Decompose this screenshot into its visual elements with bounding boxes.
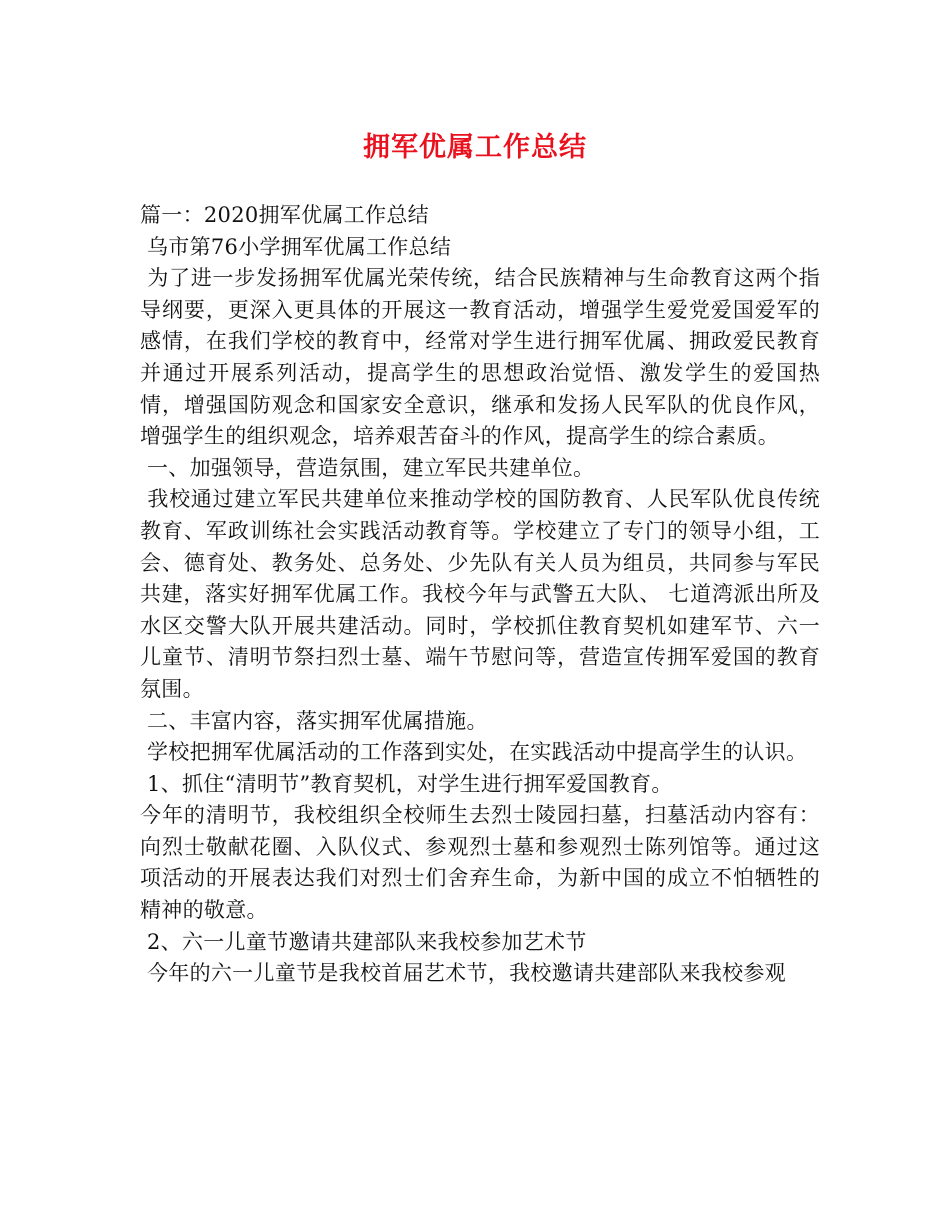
section-heading-1: 一、加强领导，营造氛围，建立军民共建单位。 [140, 455, 595, 480]
paragraph-subtitle: 乌市第76小学拥军优属工作总结 [140, 234, 452, 259]
subsection-heading-2: 2、六一儿童节邀请共建部队来我校参加艺术节 [140, 929, 587, 954]
document-body [140, 200, 820, 990]
section-heading-2: 二、丰富内容，落实拥军优属措施。 [140, 708, 488, 733]
paragraph-heading-part1: 篇一：2020拥军优属工作总结 [140, 203, 429, 227]
paragraph-section-2-intro: 学校把拥军优属活动的工作落到实处，在实践活动中提高学生的认识。 [140, 740, 808, 765]
paragraph-childrens-day: 今年的六一儿童节是我校首届艺术节，我校邀请共建部队来我校参观 [140, 961, 786, 986]
paragraph-section-1: 我校通过建立军民共建单位来推动学校的国防教育、人民军队优良传统教育、军政训练社会实践活动教育等。学校建立了专门的领导小组，工会、德育处、教务处、总务处、少先队有关人员为组员，共同参与军民共建，落实好拥军优属工作。我校今年与武警五大队、 七道湾派出所及水区交警大队开展共建活动。同时，学校抓住教育契机如建军节、六一儿童节、清明节祭扫烈士墓、端午节慰问等，营造宣传拥军爱国的教育氛围。 [140, 487, 820, 701]
subsection-heading-1: 1、抓住“清明节”教育契机，对学生进行拥军爱国教育。 [140, 771, 673, 796]
paragraph-qingming: 今年的清明节，我校组织全校师生去烈士陵园扫墓，扫墓活动内容有：向烈士敬献花圈、入队仪式、参观烈士墓和参观烈士陈列馆等。通过这项活动的开展表达我们对烈士们舍弃生命，为新中国的成立不怕牺牲的精神的敬意。 [140, 803, 820, 923]
document-title: 拥军优属工作总结 [363, 132, 587, 163]
paragraph-intro: 为了进一步发扬拥军优属光荣传统，结合民族精神与生命教育这两个指导纲要，更深入更具体的开展这一教育活动，增强学生爱党爱国爱军的感情，在我们学校的教育中，经常对学生进行拥军优属、拥政爱民教育并通过开展系列活动，提高学生的思想政治觉悟、激发学生的爱国热情，增强国防观念和国家安全意识，继承和发扬人民军队的优良作风，增强学生的组织观念，培养艰苦奋斗的作风，提高学生的综合素质。 [140, 266, 820, 449]
